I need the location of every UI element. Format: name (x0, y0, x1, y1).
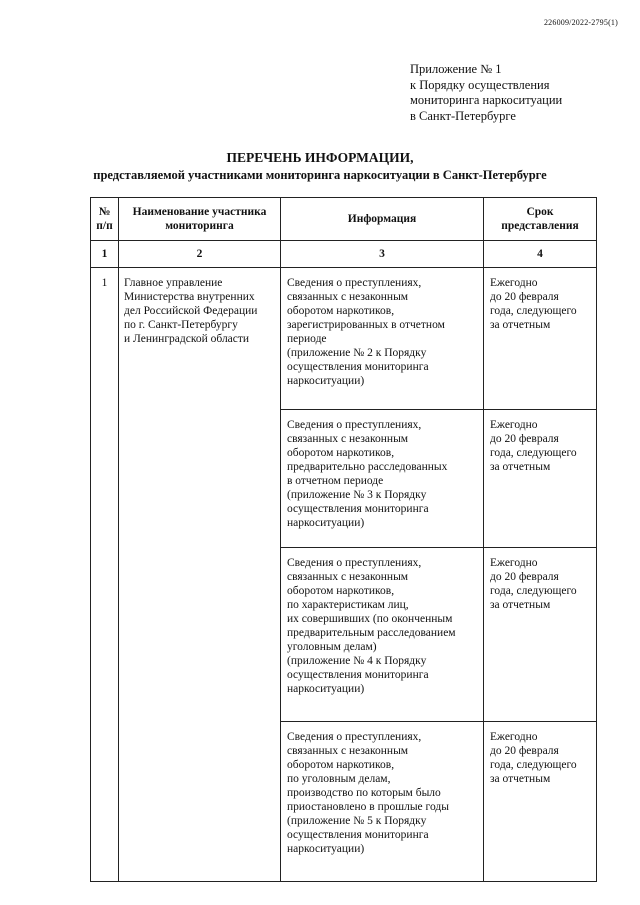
column-number: 3 (281, 241, 484, 268)
appendix-line: в Санкт-Петербурге (410, 108, 516, 123)
deadline-cell: Ежегодно до 20 февраля года, следующего за отчетным (484, 722, 597, 882)
appendix-line: Приложение № 1 (410, 62, 502, 76)
table-row (91, 268, 597, 410)
appendix-line: к Порядку осуществления (410, 77, 550, 92)
table-header-row (91, 198, 597, 241)
column-number: 2 (119, 241, 281, 268)
deadline-cell: Ежегодно до 20 февраля года, следующего за отчетным (484, 268, 597, 410)
header-number: № п/п (91, 198, 119, 241)
row-number: 1 (91, 268, 119, 882)
document-number: 226009/2022-2795(1) (543, 18, 618, 27)
document-subtitle: представляемой участниками мониторинга наркоситуации в Санкт-Петербурге (93, 168, 547, 182)
participant-name: Главное управление Министерства внутренних дел Российской Федерации по г. Санкт-Петербургу и Ленинградской области (119, 268, 281, 882)
column-number-row (91, 241, 597, 268)
information-cell: Сведения о преступлениях, связанных с незаконным оборотом наркотиков, по характеристикам лиц, их совершивших (по оконченным предварительным расследованием уголовным делам) (приложение № 4 к Порядку осуществления мониторинга наркоситуации) (281, 548, 484, 722)
information-cell: Сведения о преступлениях, связанных с незаконным оборотом наркотиков, по уголовным делам, производство по которым было приостановлено в прошлые годы (приложение № 5 к Порядку осуществления мониторинга наркоситуации) (281, 722, 484, 882)
column-number: 4 (484, 241, 597, 268)
header-information: Информация (281, 198, 484, 241)
document-title: ПЕРЕЧЕНЬ ИНФОРМАЦИИ, (226, 150, 414, 165)
information-cell: Сведения о преступлениях, связанных с незаконным оборотом наркотиков, зарегистрированных в отчетном периоде (приложение № 2 к Порядку осуществления мониторинга наркоситуации) (281, 268, 484, 410)
column-number: 1 (91, 241, 119, 268)
appendix-reference (410, 62, 562, 124)
header-participant: Наименование участника мониторинга (119, 198, 281, 241)
appendix-line: мониторинга наркоситуации (410, 93, 563, 107)
deadline-cell: Ежегодно до 20 февраля года, следующего за отчетным (484, 548, 597, 722)
information-table (90, 197, 597, 882)
information-cell: Сведения о преступлениях, связанных с незаконным оборотом наркотиков, предварительно расследованных в отчетном периоде (приложение № 3 к Порядку осуществления мониторинга наркоситуации) (281, 410, 484, 548)
deadline-cell: Ежегодно до 20 февраля года, следующего за отчетным (484, 410, 597, 548)
header-deadline: Срок представления (484, 198, 597, 241)
